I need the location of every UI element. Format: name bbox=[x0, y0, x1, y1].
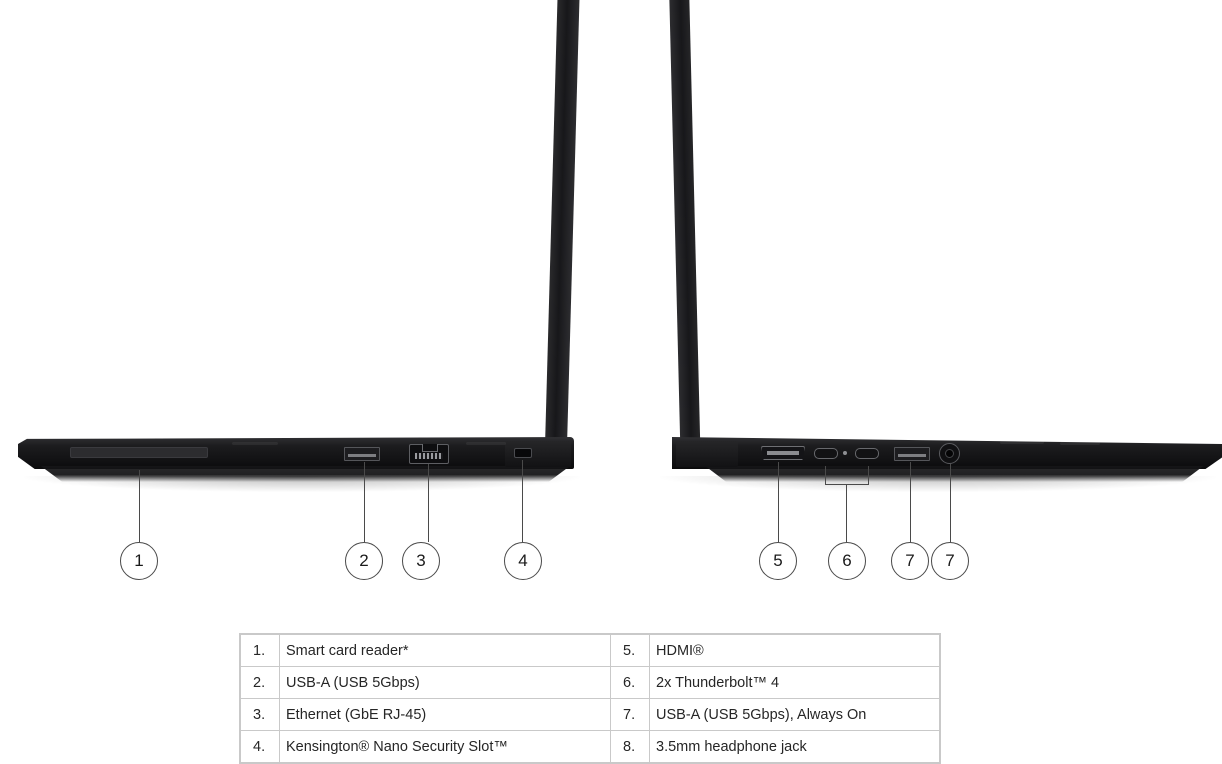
legend-right-text: HDMI® bbox=[650, 635, 940, 667]
right-laptop-hinge bbox=[676, 441, 738, 467]
leader-line-1 bbox=[139, 470, 140, 542]
callout-2-label: 2 bbox=[359, 551, 369, 570]
right-laptop-display-lid bbox=[669, 0, 700, 464]
legend-left-text: Kensington® Nano Security Slot™ bbox=[280, 731, 611, 763]
legend-left-number: 3. bbox=[241, 699, 280, 731]
callout-5-label: 5 bbox=[773, 551, 783, 570]
leader-line-8 bbox=[950, 464, 951, 542]
legend-left-number: 1. bbox=[241, 635, 280, 667]
thunderbolt-4-port-2 bbox=[855, 448, 879, 459]
left-laptop-display-lid bbox=[544, 0, 579, 466]
hdmi-port bbox=[761, 446, 805, 460]
smart-card-reader-port bbox=[70, 447, 208, 458]
leader-line-5 bbox=[778, 462, 779, 542]
right-chassis-detail-2 bbox=[1060, 442, 1100, 445]
callout-8-label: 7 bbox=[945, 551, 955, 570]
legend-right-text: 2x Thunderbolt™ 4 bbox=[650, 667, 940, 699]
port-legend-table bbox=[239, 633, 941, 764]
callout-7 bbox=[891, 542, 929, 580]
table-row bbox=[241, 667, 940, 699]
left-chassis-detail-1 bbox=[232, 442, 278, 445]
usb-a-port-left bbox=[344, 447, 380, 461]
leader-line-4 bbox=[522, 460, 523, 542]
legend-right-text: 3.5mm headphone jack bbox=[650, 731, 940, 763]
thunderbolt-4-port-1 bbox=[814, 448, 838, 459]
table-row bbox=[241, 731, 940, 763]
right-chassis-detail-1 bbox=[1000, 441, 1044, 444]
right-laptop-drop-shadow bbox=[660, 476, 1216, 492]
kensington-nano-security-slot bbox=[514, 448, 532, 458]
headphone-jack-port bbox=[939, 443, 960, 464]
legend-right-number: 8. bbox=[611, 731, 650, 763]
leader-line-2 bbox=[364, 462, 365, 542]
callout-1 bbox=[120, 542, 158, 580]
left-chassis-detail-2 bbox=[466, 442, 506, 445]
callout-6 bbox=[828, 542, 866, 580]
legend-left-number: 2. bbox=[241, 667, 280, 699]
callout-1-label: 1 bbox=[134, 551, 144, 570]
callout-3 bbox=[402, 542, 440, 580]
ethernet-pins bbox=[415, 453, 443, 459]
legend-left-text: Smart card reader* bbox=[280, 635, 611, 667]
legend-right-number: 6. bbox=[611, 667, 650, 699]
legend-right-text: USB-A (USB 5Gbps), Always On bbox=[650, 699, 940, 731]
thunderbolt-bracket bbox=[825, 466, 869, 485]
ethernet-rj45-port bbox=[409, 444, 449, 464]
callout-4-label: 4 bbox=[518, 551, 528, 570]
table-row bbox=[241, 699, 940, 731]
callout-3-label: 3 bbox=[416, 551, 426, 570]
legend-left-text: Ethernet (GbE RJ-45) bbox=[280, 699, 611, 731]
leader-line-7 bbox=[910, 462, 911, 542]
thunderbolt-indicator-icon bbox=[843, 451, 847, 455]
callout-8 bbox=[931, 542, 969, 580]
table-row bbox=[241, 635, 940, 667]
leader-line-3 bbox=[428, 464, 429, 542]
usb-a-always-on-port bbox=[894, 447, 930, 461]
callout-6-label: 6 bbox=[842, 551, 852, 570]
callout-7-label: 7 bbox=[905, 551, 915, 570]
callout-2 bbox=[345, 542, 383, 580]
left-laptop-drop-shadow bbox=[24, 476, 580, 492]
leader-line-6 bbox=[846, 484, 847, 542]
legend-left-number: 4. bbox=[241, 731, 280, 763]
legend-right-number: 5. bbox=[611, 635, 650, 667]
legend-right-number: 7. bbox=[611, 699, 650, 731]
callout-5 bbox=[759, 542, 797, 580]
callout-4 bbox=[504, 542, 542, 580]
legend-left-text: USB-A (USB 5Gbps) bbox=[280, 667, 611, 699]
